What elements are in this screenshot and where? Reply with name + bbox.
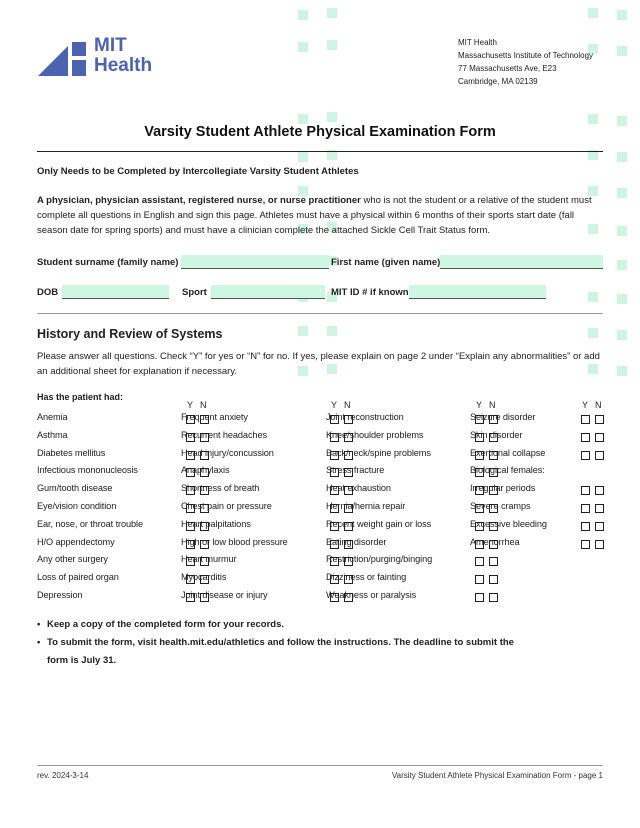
no-checkbox[interactable] bbox=[595, 415, 604, 424]
divider bbox=[37, 765, 603, 766]
mit-id-label: MIT ID # if known bbox=[331, 287, 409, 298]
yes-checkbox[interactable] bbox=[581, 486, 590, 495]
decorative-square bbox=[327, 112, 337, 122]
address-line: Cambridge, MA 02139 bbox=[458, 77, 538, 86]
condition-label: Back/neck/spine problems bbox=[326, 447, 431, 458]
yes-checkbox[interactable] bbox=[581, 415, 590, 424]
no-column-header: N bbox=[489, 400, 496, 410]
no-checkbox[interactable] bbox=[489, 557, 498, 566]
condition-label: Eating disorder bbox=[326, 536, 387, 547]
yes-checkbox[interactable] bbox=[475, 593, 484, 602]
decorative-square bbox=[617, 294, 627, 304]
no-checkbox[interactable] bbox=[489, 593, 498, 602]
no-column-header: N bbox=[595, 400, 602, 410]
condition-label: Eye/vision condition bbox=[37, 501, 117, 511]
bullet-list bbox=[37, 616, 597, 670]
condition-label: Amenorrhea bbox=[470, 536, 520, 547]
address-line: 77 Massachusetts Ave, E23 bbox=[458, 64, 557, 73]
condition-label: Heat exhaustion bbox=[326, 483, 391, 494]
condition-label: Asthma bbox=[37, 429, 68, 440]
decorative-square bbox=[327, 8, 337, 18]
footer-revision: rev. 2024-3-14 bbox=[37, 771, 89, 780]
divider bbox=[37, 151, 603, 152]
dob-label: DOB bbox=[37, 287, 59, 298]
intro-rest: who is not the student or a relative of the student must complete all questions in English and sign this page. Athletes must have a physical within 6 months of their sports start date (fall season date for spring sports) and must have a clinician complete the attached Sickle Cell Trait Status form. bbox=[37, 195, 592, 236]
condition-label: Any other surgery bbox=[37, 554, 108, 565]
subtitle: Only Needs to be Completed by Intercollegiate Varsity Student Athletes bbox=[37, 166, 359, 177]
yes-column-header: Y bbox=[331, 400, 338, 410]
condition-label: Dizziness or fainting bbox=[326, 572, 407, 583]
condition-label: Biological females: bbox=[470, 465, 545, 476]
sport-label: Sport bbox=[182, 287, 207, 298]
logo-line-2: Health bbox=[94, 55, 153, 76]
yes-checkbox[interactable] bbox=[581, 451, 590, 460]
condition-label: Recent weight gain or loss bbox=[326, 518, 432, 529]
condition-label: Infectious mononucleosis bbox=[37, 465, 138, 476]
yes-checkbox[interactable] bbox=[581, 504, 590, 513]
bullet-item: • To submit the form, visit health.mit.edu/athletics and follow the instructions. The deadline to submit the form is July 31. bbox=[37, 634, 527, 670]
condition-label: Severe cramps bbox=[470, 501, 531, 511]
condition-label: Anemia bbox=[37, 412, 68, 422]
page-title: Varsity Student Athlete Physical Examination Form bbox=[144, 124, 496, 140]
condition-label: Skin disorder bbox=[470, 429, 523, 440]
decorative-square bbox=[298, 152, 308, 162]
condition-label: Depression bbox=[37, 590, 83, 600]
condition-label: Excessive bleeding bbox=[470, 518, 547, 529]
condition-label: Chest pain or pressure bbox=[181, 501, 272, 511]
decorative-square bbox=[298, 326, 308, 336]
yes-checkbox[interactable] bbox=[581, 522, 590, 531]
no-checkbox[interactable] bbox=[595, 540, 604, 549]
no-checkbox[interactable] bbox=[595, 504, 604, 513]
first-name-label: First name (given name) bbox=[331, 257, 441, 268]
condition-label: Head injury/concussion bbox=[181, 447, 274, 458]
has-patient-label: Has the patient had: bbox=[37, 392, 124, 402]
decorative-square bbox=[298, 42, 308, 52]
condition-label: Weakness or paralysis bbox=[326, 590, 417, 600]
history-instructions: Please answer all questions. Check “Y” for yes or “N” for no. If yes, please explain on page 2 under “Explain any abnormalities” or add an additional sheet for explanation if necessary. bbox=[37, 351, 600, 377]
divider bbox=[37, 313, 603, 314]
logo-wordmark bbox=[94, 36, 152, 76]
yes-checkbox[interactable] bbox=[475, 575, 484, 584]
footer-page-label: Varsity Student Athlete Physical Examination Form - page 1 bbox=[391, 771, 603, 780]
condition-label: Myocarditis bbox=[181, 572, 227, 583]
sport-field[interactable] bbox=[211, 285, 325, 299]
condition-label: Seizure disorder bbox=[470, 412, 536, 422]
intro-bold: A physician, physician assistant, registered nurse, or nurse practitioner bbox=[37, 195, 361, 206]
condition-label: Gum/tooth disease bbox=[37, 483, 113, 494]
no-checkbox[interactable] bbox=[595, 433, 604, 442]
condition-label: Restriction/purging/binging bbox=[326, 554, 433, 565]
yes-column-header: Y bbox=[476, 400, 483, 410]
no-checkbox[interactable] bbox=[489, 575, 498, 584]
surname-label: Student surname (family name) bbox=[37, 257, 179, 268]
yes-checkbox[interactable] bbox=[581, 433, 590, 442]
decorative-square bbox=[588, 114, 598, 124]
address-line: MIT Health bbox=[458, 38, 497, 47]
decorative-square bbox=[617, 366, 627, 376]
condition-label: Anaphylaxis bbox=[181, 465, 230, 476]
condition-label: Exertional collapse bbox=[470, 447, 546, 458]
no-checkbox[interactable] bbox=[595, 486, 604, 495]
section-title: History and Review of Systems bbox=[37, 327, 223, 341]
condition-label: Loss of paired organ bbox=[37, 572, 119, 583]
condition-label: Knee/shoulder problems bbox=[326, 429, 424, 440]
condition-label: Hernia/hernia repair bbox=[326, 501, 406, 511]
address-line: Massachusetts Institute of Technology bbox=[458, 51, 594, 60]
no-column-header: N bbox=[200, 400, 207, 410]
condition-label: Diabetes mellitus bbox=[37, 447, 106, 458]
no-column-header: N bbox=[344, 400, 351, 410]
address-block bbox=[458, 36, 593, 88]
decorative-square bbox=[588, 8, 598, 18]
yes-column-header: Y bbox=[187, 400, 194, 410]
condition-label: Ear, nose, or throat trouble bbox=[37, 518, 143, 529]
condition-label: Recurrent headaches bbox=[181, 429, 267, 440]
logo-mark-icon bbox=[38, 38, 88, 78]
decorative-square bbox=[298, 10, 308, 20]
first-name-field[interactable] bbox=[440, 255, 603, 269]
condition-label: Heart murmur bbox=[181, 554, 237, 565]
mit-health-logo bbox=[38, 35, 158, 80]
decorative-square bbox=[617, 330, 627, 340]
condition-label: Frequent anxiety bbox=[181, 412, 248, 422]
condition-label: Joint disease or injury bbox=[181, 590, 268, 600]
condition-label: H/O appendectomy bbox=[37, 536, 115, 547]
decorative-square bbox=[327, 326, 337, 336]
yes-checkbox[interactable] bbox=[475, 557, 484, 566]
decorative-square bbox=[617, 260, 627, 270]
decorative-square bbox=[617, 226, 627, 236]
decorative-square bbox=[588, 292, 598, 302]
dob-field[interactable] bbox=[62, 285, 169, 299]
decorative-square bbox=[327, 40, 337, 50]
condition-label: Irregular periods bbox=[470, 483, 536, 494]
logo-line-1: MIT bbox=[94, 35, 127, 56]
decorative-square bbox=[617, 46, 627, 56]
condition-label: Joint reconstruction bbox=[326, 412, 404, 422]
decorative-square bbox=[617, 10, 627, 20]
bullet-item: • Keep a copy of the completed form for your records. bbox=[37, 616, 597, 634]
condition-label: High or low blood pressure bbox=[181, 536, 288, 547]
decorative-square bbox=[588, 328, 598, 338]
yes-column-header: Y bbox=[582, 400, 589, 410]
no-checkbox[interactable] bbox=[595, 451, 604, 460]
yes-checkbox[interactable] bbox=[581, 540, 590, 549]
surname-field[interactable] bbox=[181, 255, 329, 269]
mit-id-field[interactable] bbox=[409, 285, 546, 299]
intro-paragraph bbox=[37, 193, 597, 238]
condition-label: Heart palpitations bbox=[181, 518, 251, 529]
decorative-square bbox=[617, 152, 627, 162]
no-checkbox[interactable] bbox=[595, 522, 604, 531]
decorative-square bbox=[617, 188, 627, 198]
decorative-square bbox=[298, 114, 308, 124]
condition-label: Shortness of breath bbox=[181, 483, 260, 494]
condition-label: Stress fracture bbox=[326, 465, 385, 476]
